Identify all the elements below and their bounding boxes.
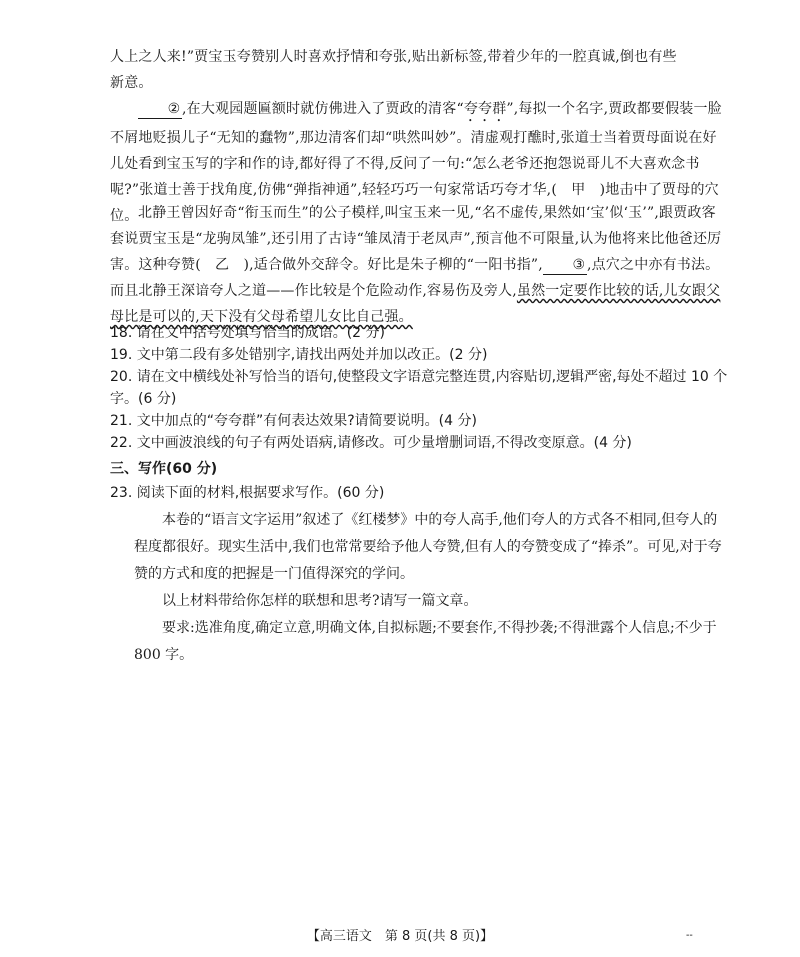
passage-paragraph-3 (110, 200, 725, 330)
question-19: 19. 文中第二段有多处错别字,请找出两处并加以改正。(2 分) (110, 347, 488, 363)
question-20: 20. 请在文中横线处补写恰当的语句,使整段文字语意完整连贯,内容贴切,逻辑严密,每处不超过 10 个字。(6 分) (110, 369, 728, 407)
page-footer: 【高三语文 第 8 页(共 8 页)】 (306, 929, 494, 944)
essay-material: 本卷的“语言文字运用”叙述了《红楼梦》中的夸人高手,他们夸人的方式各不相同,但夸人的程度都很好。现实生活中,我们也常常要给予他人夸赞,但有人的夸赞变成了“捧杀”。可见,对于夸赞的方式和度的把握是一门值得深究的学问。 (134, 512, 722, 582)
question-21: 21. 文中加点的“夸夸群”有何表达效果?请简要说明。(4 分) (110, 413, 477, 429)
corner-mark: -- (686, 930, 693, 941)
question-22: 22. 文中画波浪线的句子有两处语病,请修改。可少量增删词语,不得改变原意。(4 分) (110, 435, 632, 451)
passage-p2-b: ”,每拟一个名字,贾政都要假装一脸不屑地贬损儿子“无知的蠢物”,那边清客们却“哄然叫妙”。清虚观打醮时,张道士当着贾母面说在好儿处看到宝玉写的字和作的诗,都好得了不得,反问了一句:“怎么老爷还抱怨说哥儿不大喜欢念书呢?”张道士善于找角度,仿佛“弹指神通”,轻轻巧巧一句家常话巧夸才华,( 甲 )地击中了贾母的穴位。 (110, 101, 722, 224)
essay-question: 以上材料带给你怎样的联想和思考?请写一篇文章。 (162, 593, 478, 609)
essay-prompt: 23. 阅读下面的材料,根据要求写作。(60 分) (110, 485, 385, 501)
wavy-sentence: 虽然一定要作比较的话,儿女跟父母比是可以的,天下没有父母希望儿女比自己强。 (110, 283, 721, 325)
passage-p3-b: ,点穴之中亦有书法。而且北静王深谙夸人之道——作比较是个危险动作,容易伤及旁人, (110, 257, 720, 299)
dotted-term: 夸夸群 (463, 101, 507, 117)
passage-p1-line1: 人上之人来!”贾宝玉夸赞别人时喜欢抒情和夸张,贴出新标签,带着少年的一腔真诚,倒也有些 (110, 49, 677, 65)
passage-p1-line2: 新意。 (110, 75, 153, 91)
essay-requirements: 要求:选准角度,确定立意,明确文体,自拟标题;不要套作,不得抄袭;不得泄露个人信息;不少于 800 字。 (134, 620, 717, 663)
passage-p2-a: ,在大观园题匾额时就仿佛进入了贾政的清客“ (182, 101, 464, 117)
section-title: 三、写作(60 分) (110, 461, 218, 477)
blank-2: ② (138, 100, 182, 119)
passage-paragraph-1 (110, 44, 725, 96)
question-18: 18. 请在文中括号处填写恰当的成语。(2 分) (110, 325, 385, 341)
passage-p3-a: 北静王曾因好奇“衔玉而生”的公子模样,叫宝玉来一见,“名不虚传,果然如‘宝’似‘玉’”,跟贾政客套说贾宝玉是“龙驹凤雏”,还引用了古诗“雏凤清于老凤声”,预言他不可限量,认为他将来比他爸还厉害。这种夸赞( 乙 ),适合做外交辞令。好比是朱子柳的“一阳书指”, (110, 205, 722, 273)
blank-3: ③ (543, 256, 587, 275)
